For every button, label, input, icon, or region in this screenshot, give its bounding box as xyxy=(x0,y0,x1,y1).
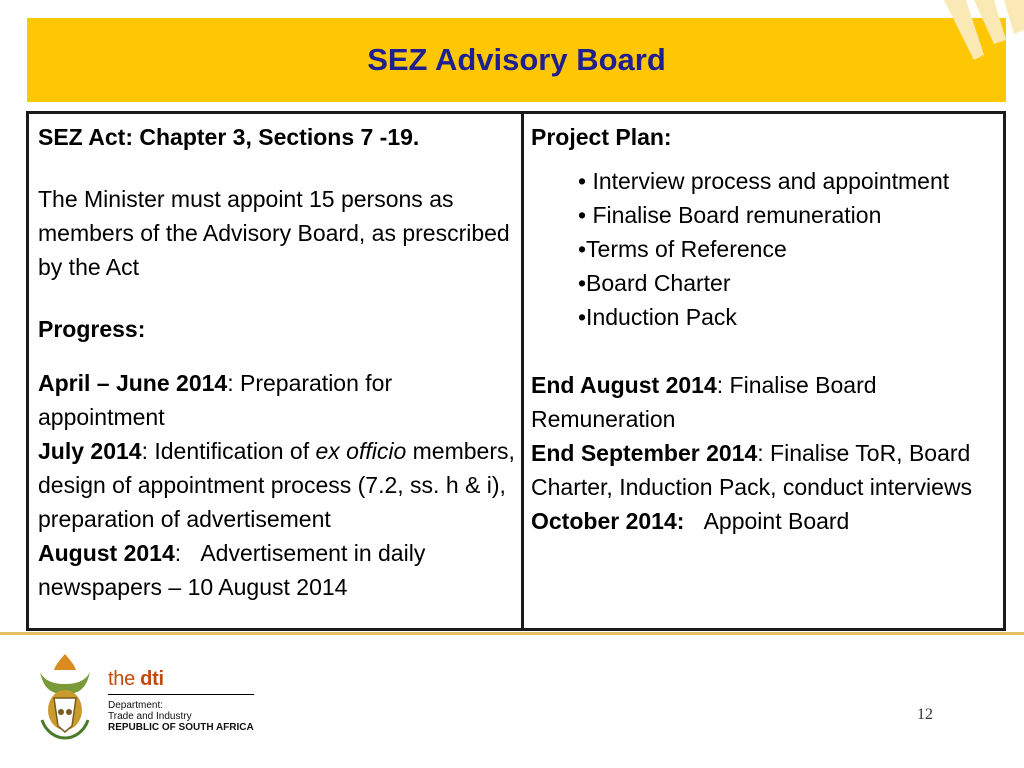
progress-entry: July 2014: Identification of ex officio members, design of appointment process (7.2, ss. h & i), preparation of advertisement xyxy=(38,438,515,532)
plan-item: • Finalise Board remuneration xyxy=(578,202,882,228)
plan-item: • Interview process and appointment xyxy=(578,168,950,194)
progress-entry: August 2014: Advertisement in daily newspapers – 10 August 2014 xyxy=(38,540,426,600)
plan-list xyxy=(531,164,1003,334)
coat-of-arms-icon xyxy=(32,650,98,742)
act-intro: The Minister must appoint 15 persons as members of the Advisory Board, as prescribed by the Act xyxy=(38,186,510,280)
milestone xyxy=(531,504,1003,538)
milestone: End September 2014: Finalise ToR, Board Charter, Induction Pack, conduct interviews xyxy=(531,440,973,500)
slide-title: SEZ Advisory Board xyxy=(367,42,666,77)
milestone-text: Appoint Board xyxy=(703,508,850,534)
right-column xyxy=(524,114,1003,628)
dti-logo: the dti xyxy=(108,668,164,690)
progress-date: August 2014 xyxy=(38,540,175,566)
progress-text: members, design of appointment process (7.2, ss. h & i), preparation of advertisement xyxy=(38,438,515,532)
left-column xyxy=(29,114,524,628)
milestone-date: End August 2014 xyxy=(531,372,717,398)
milestone: End August 2014: Finalise Board Remuneration xyxy=(531,372,877,432)
progress-date: April – June 2014 xyxy=(38,370,228,396)
progress-text-italic: ex officio xyxy=(315,438,407,464)
milestone-text: Finalise ToR, Board Charter, Induction Pack, conduct interviews xyxy=(531,440,973,500)
act-heading: SEZ Act: Chapter 3, Sections 7 -19. xyxy=(38,124,420,150)
progress-text: Identification of xyxy=(154,438,316,464)
footer-divider xyxy=(0,632,1024,635)
plan-item: •Board Charter xyxy=(578,270,731,296)
progress-entry: April – June 2014: Preparation for appointment xyxy=(38,370,393,430)
plan-item: •Terms of Reference xyxy=(578,236,787,262)
plan-heading: Project Plan: xyxy=(531,124,672,150)
dti-rule xyxy=(108,694,254,695)
progress-text: Advertisement in daily newspapers – 10 August 2014 xyxy=(38,540,426,600)
milestone-date: October 2014: xyxy=(531,508,685,534)
progress-text: Preparation for appointment xyxy=(38,370,393,430)
progress-date: July 2014 xyxy=(38,438,142,464)
milestone-text: Finalise Board Remuneration xyxy=(531,372,877,432)
milestone-date: End September 2014 xyxy=(531,440,758,466)
content-table xyxy=(26,111,1006,631)
dti-department: Department: Trade and Industry REPUBLIC OF SOUTH AFRICA xyxy=(108,700,254,733)
plan-item: •Induction Pack xyxy=(578,304,737,330)
progress-heading: Progress: xyxy=(38,316,146,342)
page-number: 12 xyxy=(917,706,933,723)
